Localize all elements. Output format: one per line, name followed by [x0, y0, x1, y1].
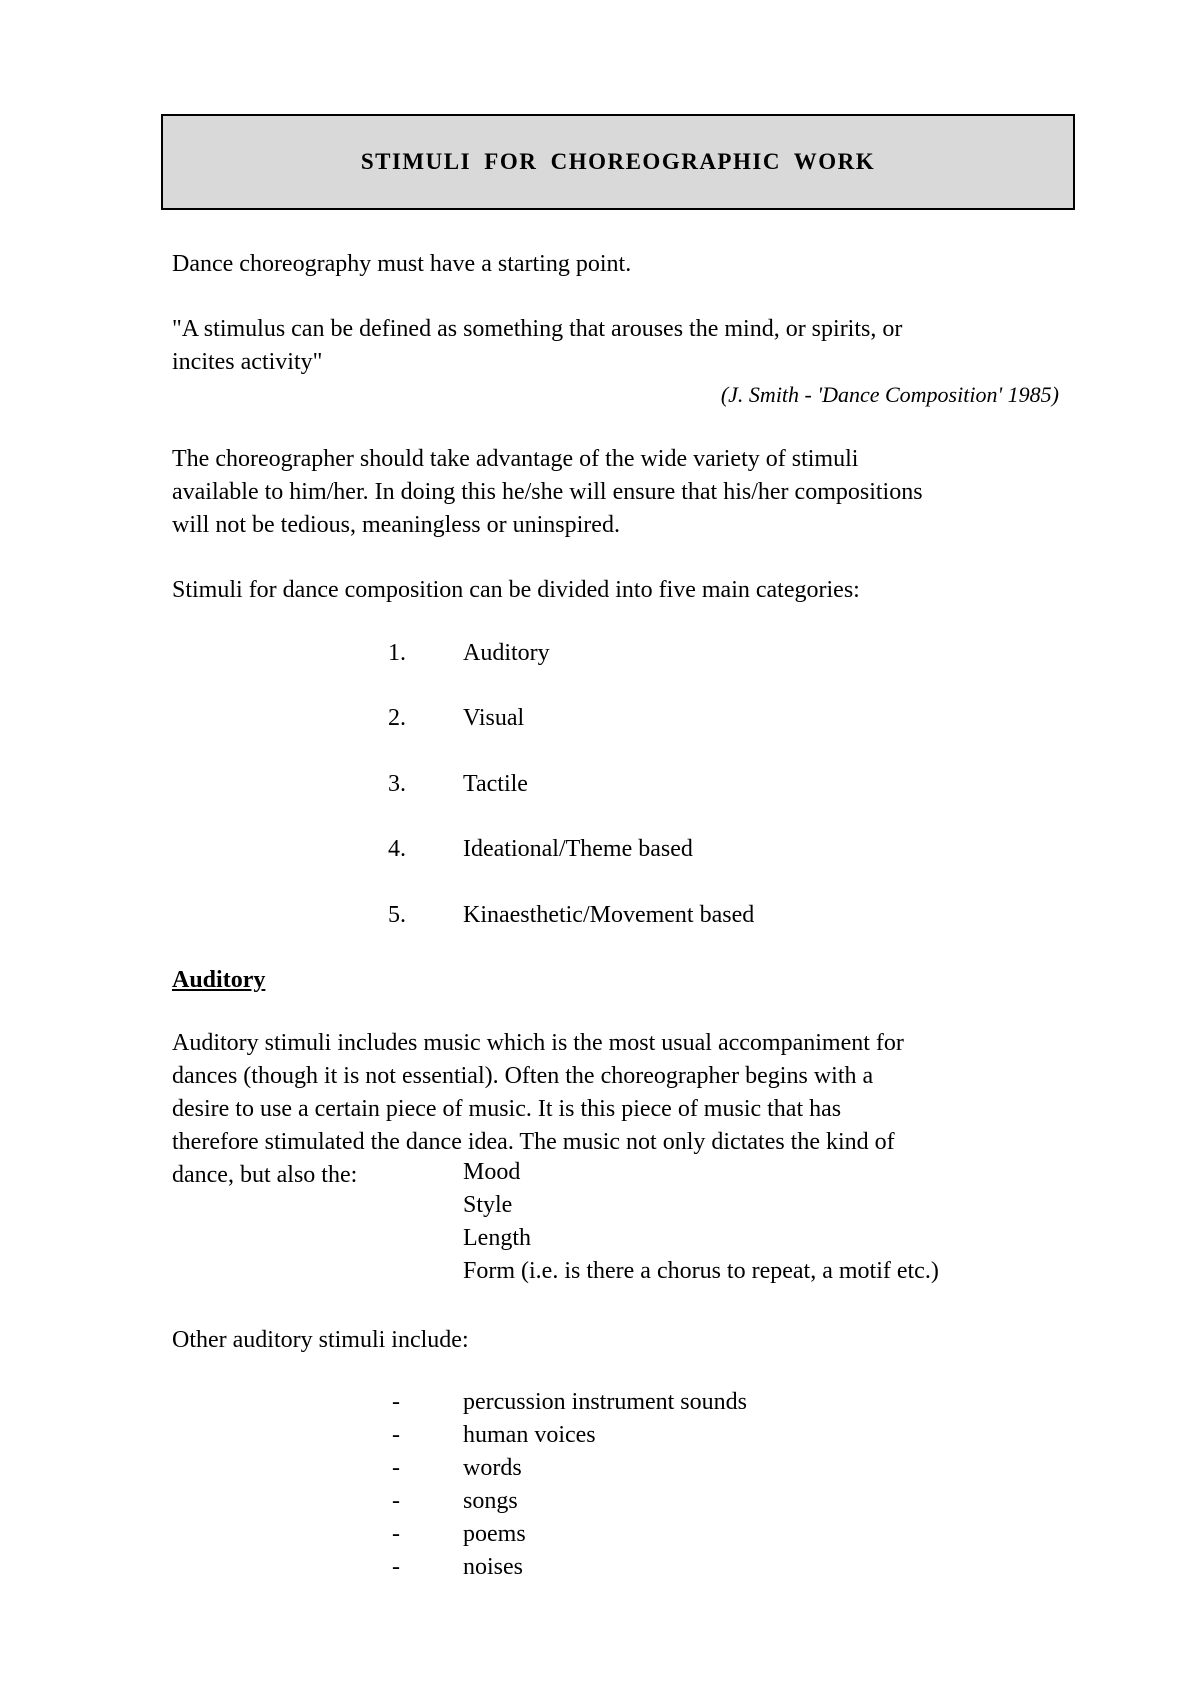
page-title: STIMULI FOR CHOREOGRAPHIC WORK	[360, 149, 876, 174]
category-label: Ideational/Theme based	[463, 836, 693, 862]
section-heading-auditory: Auditory	[172, 967, 266, 993]
category-label: Auditory	[463, 640, 550, 666]
other-stimuli-intro: Other auditory stimuli include:	[172, 1327, 469, 1353]
list-dash: -	[392, 1521, 400, 1547]
list-dash: -	[392, 1422, 400, 1448]
category-number: 3.	[388, 771, 406, 797]
other-stimulus-item: songs	[463, 1488, 518, 1514]
categories-intro: Stimuli for dance composition can be divided into five main categories:	[172, 577, 860, 603]
quote-line-2: incites activity"	[172, 349, 323, 375]
list-dash: -	[392, 1488, 400, 1514]
auditory-paragraph-line: dance, but also the:	[172, 1162, 358, 1188]
other-stimulus-item: poems	[463, 1521, 526, 1547]
list-dash: -	[392, 1455, 400, 1481]
category-number: 4.	[388, 836, 406, 862]
other-stimulus-item: noises	[463, 1554, 523, 1580]
music-aspect-item: Form (i.e. is there a chorus to repeat, a motif etc.)	[463, 1258, 939, 1284]
other-stimulus-item: percussion instrument sounds	[463, 1389, 747, 1415]
category-label: Tactile	[463, 771, 528, 797]
music-aspect-item: Mood	[463, 1159, 521, 1185]
auditory-paragraph-line: therefore stimulated the dance idea. The music not only dictates the kind of	[172, 1129, 895, 1155]
other-stimulus-item: words	[463, 1455, 522, 1481]
music-aspect-item: Length	[463, 1225, 531, 1251]
category-label: Visual	[463, 705, 525, 731]
auditory-paragraph-line: Auditory stimuli includes music which is the most usual accompaniment for	[172, 1030, 904, 1056]
category-number: 5.	[388, 902, 406, 928]
list-dash: -	[392, 1389, 400, 1415]
paragraph-line: will not be tedious, meaningless or uninspired.	[172, 512, 620, 538]
title-box	[161, 114, 1075, 210]
category-number: 2.	[388, 705, 406, 731]
intro-text: Dance choreography must have a starting point.	[172, 251, 632, 277]
category-label: Kinaesthetic/Movement based	[463, 902, 755, 928]
quote-citation: (J. Smith - 'Dance Composition' 1985)	[720, 382, 1059, 407]
category-number: 1.	[388, 640, 406, 666]
music-aspect-item: Style	[463, 1192, 513, 1218]
paragraph-line: The choreographer should take advantage of the wide variety of stimuli	[172, 446, 859, 472]
quote-line-1: "A stimulus can be defined as something that arouses the mind, or spirits, or	[172, 316, 903, 342]
auditory-paragraph-line: dances (though it is not essential). Often the choreographer begins with a	[172, 1063, 874, 1089]
other-stimulus-item: human voices	[463, 1422, 596, 1448]
paragraph-line: available to him/her. In doing this he/she will ensure that his/her compositions	[172, 479, 923, 505]
auditory-paragraph-line: desire to use a certain piece of music. It is this piece of music that has	[172, 1096, 842, 1122]
list-dash: -	[392, 1554, 400, 1580]
